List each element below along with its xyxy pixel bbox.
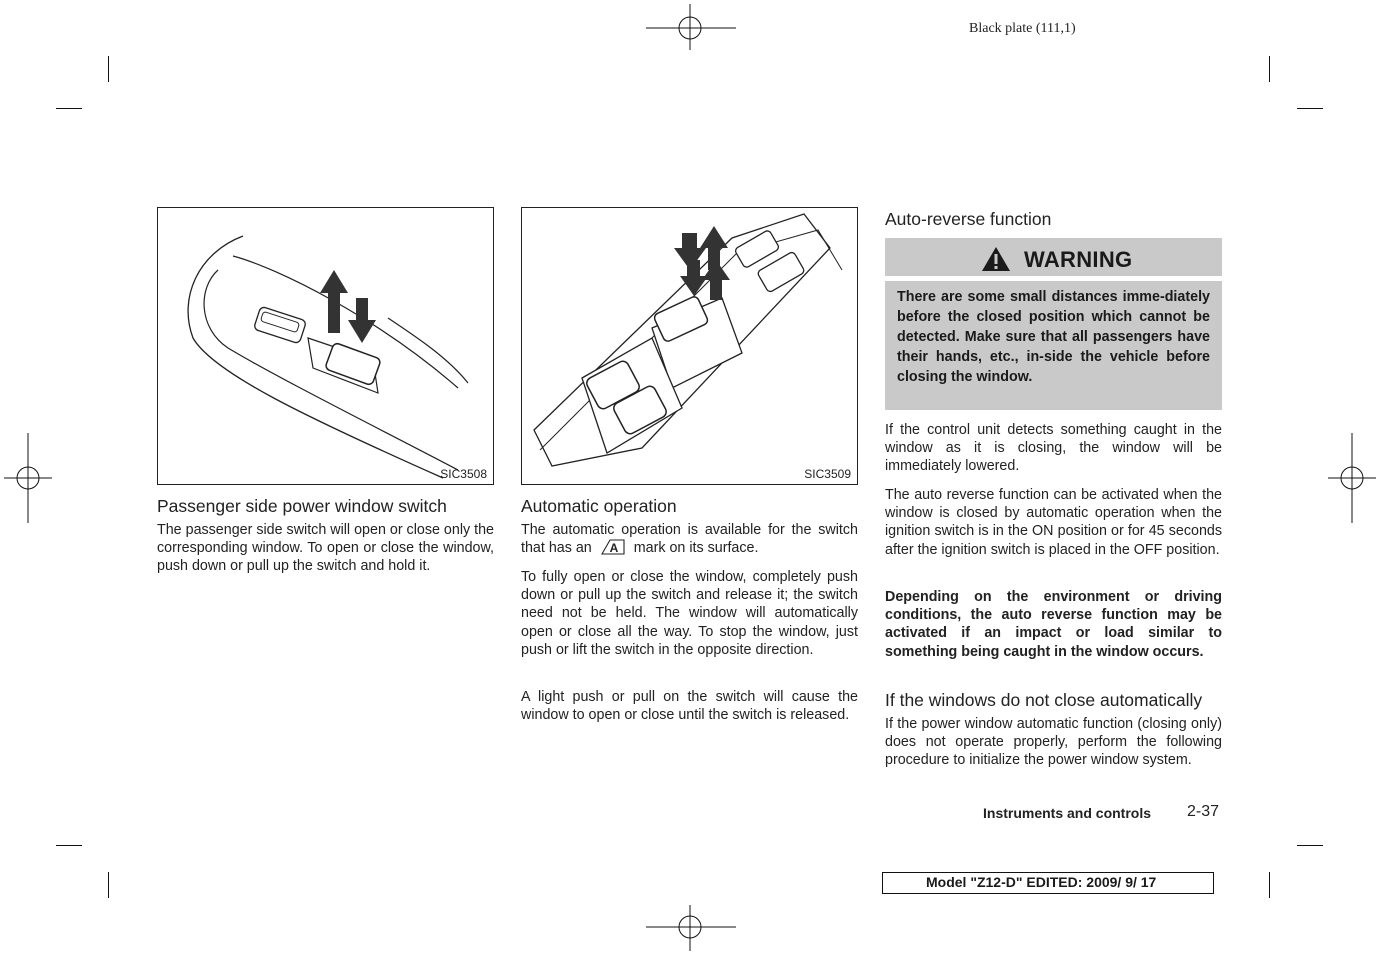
figure-code: SIC3509 (804, 467, 851, 481)
figure-code: SIC3508 (440, 467, 487, 481)
registration-mark-left (4, 433, 52, 523)
auto-mark-icon (600, 539, 626, 555)
registration-mark-right (1328, 433, 1376, 523)
warning-label: WARNING (1024, 247, 1133, 272)
warning-text: There are some small distances imme-diately before the closed position which cannot be detected. Make sure that all passengers have their hands, etc., in-side the vehicle before closing the window. (885, 281, 1222, 410)
paragraph-auto-mark (521, 521, 858, 557)
auto-mark-letter: A (609, 541, 619, 556)
figure-passenger-switch (157, 207, 494, 485)
automatic-switch-illustration (522, 208, 858, 485)
figure-automatic-switch (521, 207, 858, 485)
paragraph-text: mark on its surface. (633, 540, 759, 557)
paragraph-bold: Depending on the environment or driving conditions, the auto reverse function may be activated if an impact or load similar to something being caught in the window occurs. (885, 589, 1222, 660)
paragraph: The auto reverse function can be activated when the window is closed by automatic operation when the ignition switch is in the ON position or for 45 seconds after the ignition switch is placed in the OFF position. (885, 487, 1222, 558)
registration-mark-bottom (646, 905, 736, 951)
page-number: 2-37 (1187, 803, 1220, 820)
paragraph: If the control unit detects something caught in the window as it is closing, the window will be immediately lowered. (885, 422, 1222, 475)
section-heading-automatic-operation: Automatic operation (521, 496, 677, 516)
warning-triangle-icon (981, 246, 1011, 272)
footer-section-title: Instruments and controls (983, 805, 1152, 821)
warning-header (885, 238, 1222, 276)
model-edit-box: Model "Z12-D" EDITED: 2009/ 9/ 17 (882, 872, 1214, 894)
paragraph: If the power window automatic function (closing only) does not operate properly, perform the following procedure to initialize the power window system. (885, 716, 1222, 769)
passenger-switch-illustration (158, 208, 494, 485)
registration-mark-top (646, 4, 736, 50)
paragraph: To fully open or close the window, completely push down or pull up the switch and release it; the switch need not be held. The window will automatically open or close all the way. To stop the window, just push or lift the switch in the opposite direction. (521, 569, 858, 658)
plate-label: Black plate (111,1) (969, 21, 1076, 36)
paragraph-text: The automatic operation is available for the switch that has an (521, 522, 858, 557)
paragraph: A light push or pull on the switch will cause the window to open or close until the switch is released. (521, 689, 858, 724)
section-heading-windows-not-close: If the windows do not close automatically (885, 690, 1203, 710)
paragraph: The passenger side switch will open or close only the corresponding window. To open or close the window, push down or pull up the switch and hold it. (157, 522, 494, 575)
section-heading-auto-reverse: Auto-reverse function (885, 209, 1052, 229)
section-heading-passenger-switch: Passenger side power window switch (157, 496, 447, 516)
